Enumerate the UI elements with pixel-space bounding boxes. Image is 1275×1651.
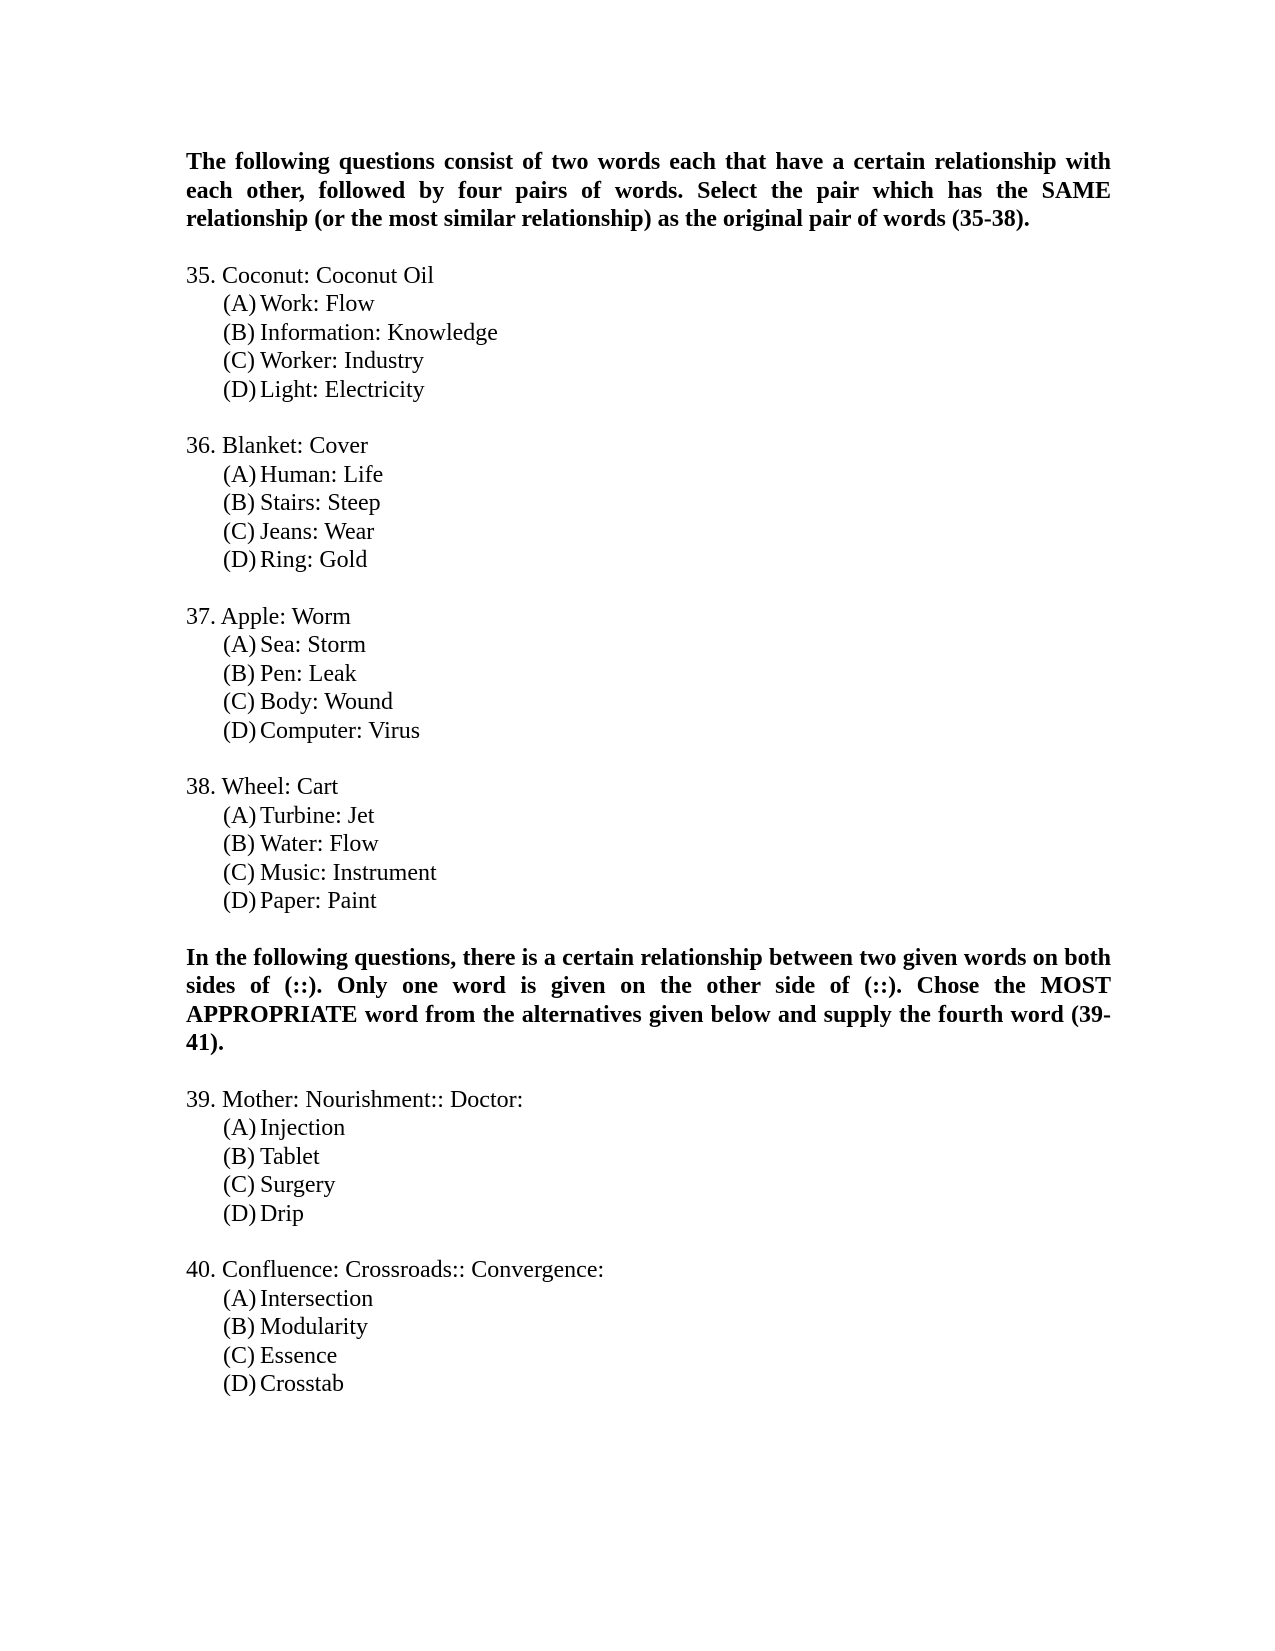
option-list: [186, 461, 1111, 575]
option-label: (A): [223, 461, 257, 488]
option-label: (D): [223, 888, 257, 914]
question-stem: 39. Mother: Nourishment:: Doctor:: [186, 1086, 524, 1113]
option-label: (D): [223, 376, 257, 403]
option-b: [223, 319, 1111, 348]
option-label: (D): [223, 1200, 257, 1227]
option-label: (A): [223, 1285, 257, 1312]
option-text: Tablet: [260, 1143, 320, 1170]
option-label: (D): [223, 547, 257, 573]
option-text: Water: Flow: [260, 831, 379, 857]
option-text: Ring: Gold: [260, 547, 368, 573]
option-text: Pen: Leak: [260, 660, 357, 687]
option-c: [223, 1342, 1111, 1371]
option-c: [223, 688, 1111, 717]
option-d: [223, 887, 1111, 916]
question-stem: 36. Blanket: Cover: [186, 433, 368, 459]
option-b: [223, 1313, 1111, 1342]
option-text: Intersection: [260, 1285, 374, 1312]
option-text: Stairs: Steep: [260, 490, 381, 516]
option-text: Jeans: Wear: [260, 518, 375, 545]
option-label: (C): [223, 859, 255, 886]
option-label: (A): [223, 1115, 257, 1141]
option-text: Information: Knowledge: [260, 319, 498, 346]
option-list: [186, 290, 1111, 404]
option-label: (B): [223, 660, 255, 687]
option-d: [223, 546, 1111, 575]
question-stem: 40. Confluence: Crossroads:: Convergence:: [186, 1257, 605, 1283]
option-label: (C): [223, 348, 255, 374]
question-stem: 37. Apple: Worm: [186, 603, 351, 630]
option-label: (A): [223, 802, 257, 829]
question-35: [186, 262, 1111, 405]
option-text: Essence: [260, 1342, 338, 1369]
option-d: [223, 376, 1111, 405]
option-c: [223, 347, 1111, 376]
option-label: (D): [223, 717, 257, 744]
section-instruction: The following questions consist of two words each that have a certain relationship with each other, followed by four pairs of words. Select the pair which has the SAME relationship (or the most similar relationship) as the original pair of words (35-38).: [186, 149, 1111, 232]
question-37: [186, 603, 1111, 746]
option-label: (B): [223, 1143, 255, 1170]
option-b: [223, 489, 1111, 518]
option-text: Surgery: [260, 1172, 336, 1198]
option-label: (B): [223, 319, 255, 346]
option-list: [186, 802, 1111, 916]
option-text: Modularity: [260, 1314, 368, 1340]
option-text: Work: Flow: [260, 291, 375, 317]
option-a: [223, 290, 1111, 319]
option-text: Crosstab: [260, 1371, 344, 1397]
question-40: [186, 1256, 1111, 1399]
option-label: (A): [223, 632, 257, 658]
question-stem: 35. Coconut: Coconut Oil: [186, 262, 434, 289]
option-label: (C): [223, 1172, 255, 1198]
option-a: [223, 1114, 1111, 1143]
option-label: (D): [223, 1371, 257, 1397]
option-c: [223, 518, 1111, 547]
option-label: (C): [223, 518, 255, 545]
option-list: [186, 1114, 1111, 1228]
option-d: [223, 1200, 1111, 1229]
option-label: (B): [223, 831, 255, 857]
option-text: Body: Wound: [260, 689, 393, 715]
option-b: [223, 660, 1111, 689]
option-text: Music: Instrument: [260, 859, 437, 886]
option-text: Computer: Virus: [260, 717, 421, 744]
option-list: [186, 631, 1111, 745]
option-a: [223, 1285, 1111, 1314]
exam-page: [186, 148, 1111, 1399]
option-label: (C): [223, 689, 255, 715]
question-36: [186, 432, 1111, 575]
option-text: Sea: Storm: [260, 632, 366, 658]
option-label: (A): [223, 291, 257, 317]
option-text: Turbine: Jet: [260, 802, 375, 829]
option-text: Worker: Industry: [260, 348, 425, 374]
option-label: (B): [223, 1314, 255, 1340]
option-text: Drip: [260, 1200, 304, 1227]
option-a: [223, 802, 1111, 831]
option-a: [223, 631, 1111, 660]
option-label: (C): [223, 1342, 255, 1369]
option-d: [223, 717, 1111, 746]
option-d: [223, 1370, 1111, 1399]
option-b: [223, 1143, 1111, 1172]
question-39: [186, 1086, 1111, 1229]
question-stem: 38. Wheel: Cart: [186, 774, 339, 800]
option-b: [223, 830, 1111, 859]
option-a: [223, 461, 1111, 490]
section-instruction: In the following questions, there is a certain relationship between two given words on both sides of (::). Only one word is given on the other side of (::). Chose the MOST APPROPRIATE word from the alternatives given below and supply the fourth word (39-41).: [186, 944, 1111, 1056]
option-text: Injection: [260, 1115, 346, 1141]
option-label: (B): [223, 490, 255, 516]
option-c: [223, 859, 1111, 888]
option-c: [223, 1171, 1111, 1200]
option-text: Light: Electricity: [260, 376, 425, 403]
option-text: Human: Life: [260, 461, 384, 488]
option-text: Paper: Paint: [260, 888, 377, 914]
option-list: [186, 1285, 1111, 1399]
question-38: [186, 773, 1111, 916]
